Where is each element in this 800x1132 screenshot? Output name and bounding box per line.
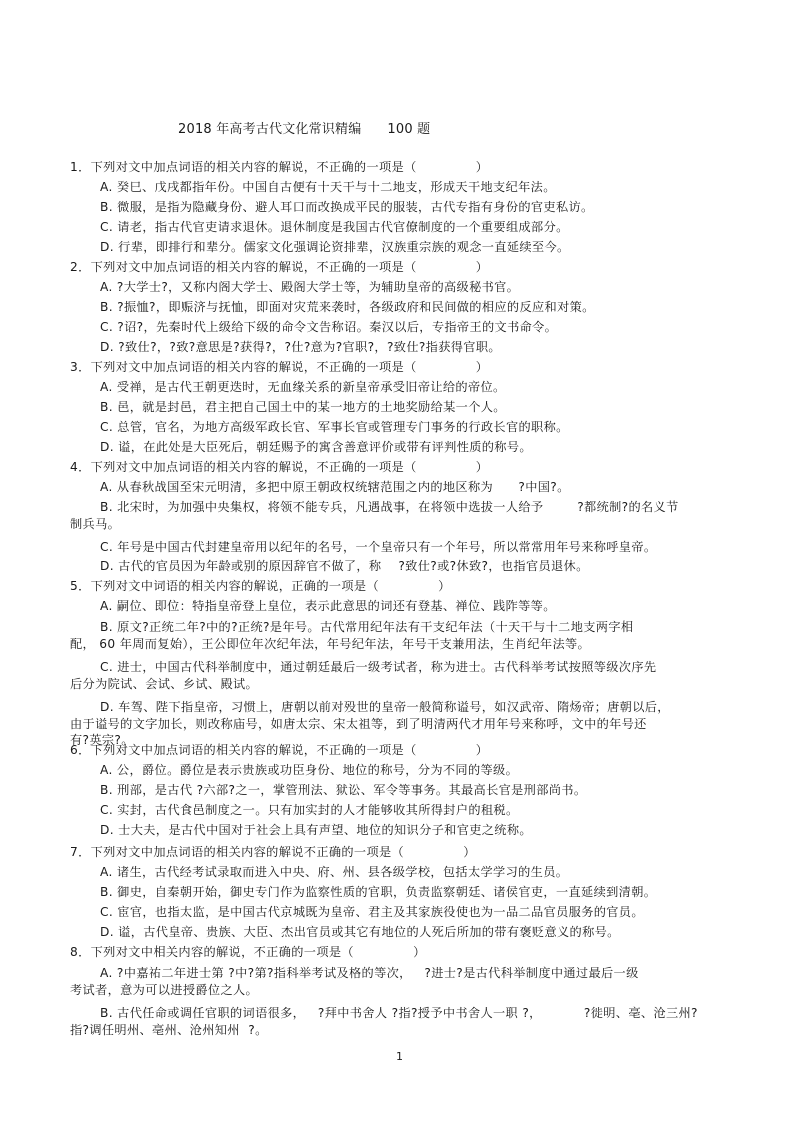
document-title: 2018 年高考古代文化常识精编 100 题	[178, 122, 431, 137]
question-2-stem: 2．下列对文中加点词语的相关内容的解说，不正确的一项是（ ）	[70, 260, 489, 274]
question-2-option-a: A. ?大学士?，又称内阁大学士、殿阁大学士等，为辅助皇帝的高级秘书官。	[100, 280, 520, 294]
question-4-stem: 4．下列对文中加点词语的相关内容的解说，不正确的一项是（ ）	[70, 460, 489, 474]
question-7-option-b: B. 御史，自秦朝开始，御史专门作为监察性质的官职，负责监察朝廷、诸侯官吏，一直延续到清朝。	[100, 885, 657, 899]
question-4-option-d: D. 古代的官员因为年龄或别的原因辞官不做了，称 ?致仕?或?休致?，也指官员退休。	[100, 559, 589, 573]
question-8-stem: 8．下列对文中相关内容的解说，不正确的一项是（ ）	[70, 945, 426, 959]
question-6-stem: 6．下列对文中加点词语的相关内容的解说，不正确的一项是（ ）	[70, 743, 489, 757]
question-1-option-a: A. 癸巳、戊戌都指年份。中国自古便有十天干与十二地支，形成天干地支纪年法。	[100, 180, 556, 194]
question-5-option-d: D. 车驾、陛下指皇帝，习惯上，唐朝以前对殁世的皇帝一般简称谥号，如汉武帝、隋炀帝；唐朝以后，	[100, 700, 670, 714]
question-8-option-b-continuation: 指?调任明州、亳州、沧州知州 ?。	[70, 1023, 268, 1037]
question-5-option-b-continuation: 配， 60 年周而复始），王公即位年次纪年法，年号纪年法，年号干支兼用法，生肖纪年法等。	[70, 637, 591, 651]
question-3-option-b: B. 邑，就是封邑，君主把自己国土中的某一地方的土地奖励给某一个人。	[100, 400, 506, 414]
question-5-option-a: A. 嗣位、即位：特指皇帝登上皇位，表示此意思的词还有登基、禅位、践阼等等。	[100, 599, 556, 613]
question-4-option-b: B. 北宋时，为加强中央集权，将领不能专兵，凡遇战事，在将领中选拔一人给予 ?都统制?的名义节	[100, 500, 679, 514]
question-6-option-b: B. 刑部，是古代 ?六部?之一，掌管刑法、狱讼、军令等事务。其最高长官是刑部尚书。	[100, 783, 587, 797]
question-7-option-d: D. 谥，古代皇帝、贵族、大臣、杰出官员或其它有地位的人死后所加的带有褒贬意义的称号。	[100, 925, 620, 939]
question-7-option-c: C. 宦官，也指太监，是中国古代京城既为皇帝、君主及其家族役使也为一品二品官员服务的官员。	[100, 905, 644, 919]
question-4-option-c: C. 年号是中国古代封建皇帝用以纪年的名号，一个皇帝只有一个年号，所以常常用年号来称呼皇帝。	[100, 540, 657, 554]
question-6-option-d: D. 士大夫，是古代中国对于社会上具有声望、地位的知识分子和官吏之统称。	[100, 823, 532, 837]
question-8-option-a: A. ?中嘉祐二年进士第 ?中?第?指科举考试及格的等次， ?进士?是古代科举制度中通过最后一级	[100, 966, 639, 980]
question-3-option-d: D. 谥，在此处是大臣死后，朝廷赐予的寓含善意评价或带有评判性质的称号。	[100, 440, 532, 454]
question-3-option-c: C. 总管，官名，为地方高级军政长官、军事长官或管理专门事务的行政长官的职称。	[100, 420, 569, 434]
question-6-option-a: A. 公，爵位。爵位是表示贵族或功臣身份、地位的称号，分为不同的等级。	[100, 763, 519, 777]
question-2-option-b: B. ?振恤?，即赈济与抚恤，即面对灾荒来袭时，各级政府和民间做的相应的反应和对策。	[100, 300, 595, 314]
question-5-option-c: C. 进士，中国古代科举制度中，通过朝廷最后一级考试者，称为进士。古代科举考试按照等级次序先	[100, 660, 657, 674]
question-5-option-b: B. 原文?正统二年?中的?正统?是年号。古代常用纪年法有干支纪年法（十天干与十二地支两字相	[100, 620, 634, 634]
question-7-stem: 7．下列对文中加点词语的相关内容的解说不正确的一项是（ ）	[70, 845, 476, 859]
question-1-option-b: B. 微服，是指为隐藏身份、避人耳口而改换成平民的服装，古代专指有身份的官吏私访。	[100, 200, 594, 214]
question-2-option-d: D. ?致仕?，?致?意思是?获得?，?仕?意为?官职?，?致仕?指获得官职。	[100, 340, 501, 354]
page-number: 1	[396, 1050, 403, 1063]
question-1-stem: 1．下列对文中加点词语的相关内容的解说，不正确的一项是（ ）	[70, 160, 489, 174]
question-5-option-d-continuation-2: 有?英宗?。	[70, 733, 134, 747]
question-8-option-b: B. 古代任命或调任官职的词语很多， ?拜中书舍人 ?指?授予中书舍人一职 ?， ?徙明、亳、沧三州?	[100, 1006, 698, 1020]
question-5-stem: 5．下列对文中词语的相关内容的解说，正确的一项是（ ）	[70, 579, 451, 593]
question-3-stem: 3．下列对文中加点词语的相关内容的解说，不正确的一项是（ ）	[70, 360, 489, 374]
question-2-option-c: C. ?诏?，先秦时代上级给下级的命令文告称诏。秦汉以后，专指帝王的文书命令。	[100, 320, 558, 334]
question-1-option-d: D. 行辈，即排行和辈分。儒家文化强调论资排辈，汉族重宗族的观念一直延续至今。	[100, 240, 570, 254]
question-7-option-a: A. 诸生，古代经考试录取而进入中央、府、州、县各级学校，包括太学学习的生员。	[100, 865, 569, 879]
question-5-option-d-continuation-1: 由于谥号的文字加长，则改称庙号，如唐太宗、宋太祖等，到了明清两代才用年号来称呼，文中的年号还	[70, 717, 647, 731]
question-5-option-c-continuation: 后分为院试、会试、乡试、殿试。	[70, 677, 259, 691]
question-6-option-c: C. 实封，古代食邑制度之一。只有加实封的人才能够收其所得封户的租税。	[100, 803, 519, 817]
question-4-option-b-continuation: 制兵马。	[70, 517, 121, 531]
question-4-option-a: A. 从春秋战国至宋元明清，多把中原王朝政权统辖范围之内的地区称为 ?中国?。	[100, 480, 570, 494]
question-1-option-c: C. 请老，指古代官吏请求退休。退休制度是我国古代官僚制度的一个重要组成部分。	[100, 220, 569, 234]
question-8-option-a-continuation: 考试者，意为可以进授爵位之人。	[70, 983, 259, 997]
question-3-option-a: A. 受禅，是古代王朝更迭时，无血缘关系的新皇帝承受旧帝让给的帝位。	[100, 380, 506, 394]
